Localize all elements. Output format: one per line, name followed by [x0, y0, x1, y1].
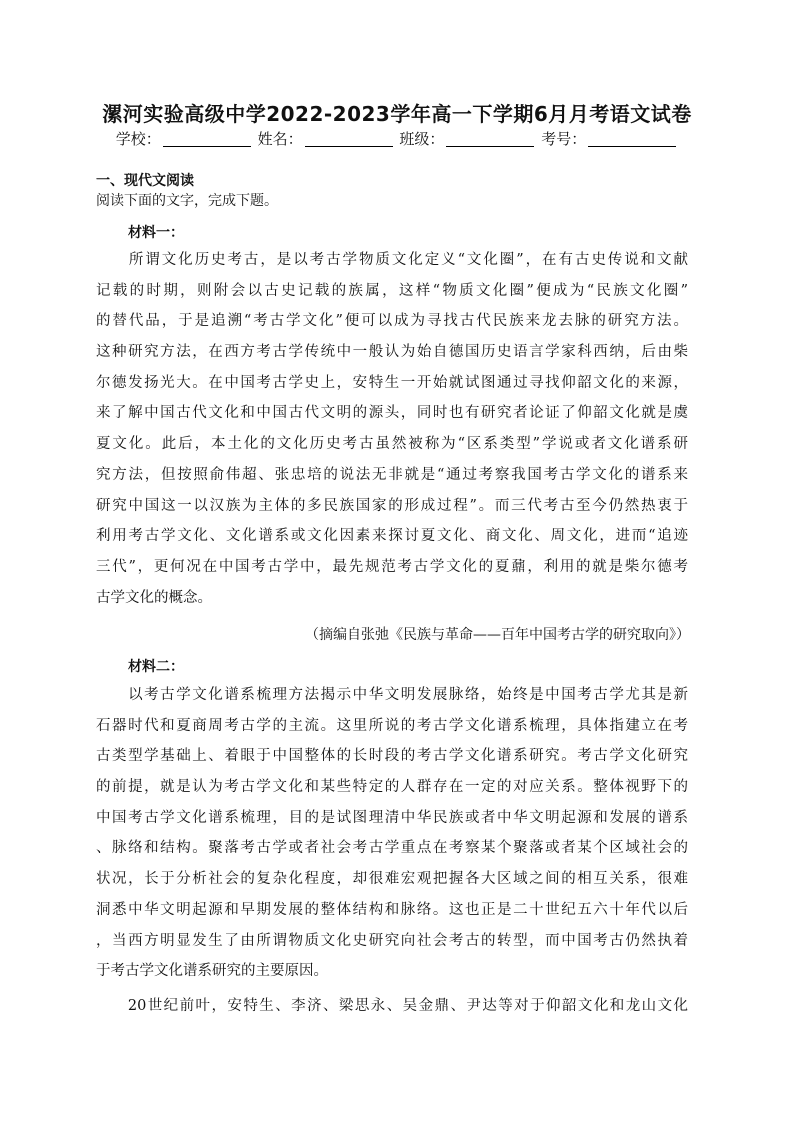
material-one-source: （摘编自张弛《民族与革命——百年中国考古学的研究取向》） [305, 627, 690, 643]
student-info-row [0, 128, 794, 149]
text-line: 洞悉中华文明起源和早期发展的整体结构和脉络。这也正是二十世纪五六十年代以后 [96, 901, 688, 918]
material-three-text [96, 991, 688, 1022]
text-line: 石器时代和夏商周考古学的主流。这里所说的考古学文化谱系梳理，具体指建立在考 [96, 717, 688, 734]
school-blank [163, 132, 251, 147]
text-line: 的替代品，于是追溯“考古学文化”便可以成为寻找古代民族来龙去脉的研究方法。 [96, 313, 688, 330]
text-line: 于考古学文化谱系研究的主要原因。 [96, 963, 328, 980]
text-line: 尔德发扬光大。在中国考古学史上，安特生一开始就试图通过寻找仰韶文化的来源， [96, 374, 688, 391]
text-line: 利用考古学文化、文化谱系或文化因素来探讨夏文化、商文化、周文化，进而“追迹 [96, 528, 688, 545]
text-line: 所谓文化历史考古，是以考古学物质文化定义“文化圈”，在有古史传说和文献 [96, 252, 688, 268]
text-line: 中国考古学文化谱系梳理，目的是试图理清中华民族或者中华文明起源和发展的谱系 [96, 809, 688, 826]
class-blank [446, 132, 534, 147]
name-label: 姓名： [257, 130, 303, 148]
text-line: 夏文化。此后，本土化的文化历史考古虽然被称为“区系类型”学说或者文化谱系研 [96, 436, 688, 453]
class-label: 班级： [399, 130, 445, 148]
text-line: 状况，长于分析社会的复杂化程度，却很难宏观把握各大区域之间的相互关系，很难 [96, 871, 688, 888]
text-line: 究方法，但按照俞伟超、张忠培的说法无非就是“通过考察我国考古学文化的谱系来 [96, 466, 688, 483]
material-two-text [96, 680, 688, 987]
text-line: 这种研究方法，在西方考古学传统中一般认为始自德国历史语言学家科西纳，后由柴 [96, 344, 688, 361]
school-label: 学校： [115, 130, 161, 148]
text-line: 来了解中国古代文化和中国古代文明的源头，同时也有研究者论证了仰韶文化就是虞 [96, 405, 688, 422]
material-one-text [96, 245, 688, 613]
material-one-label: 材料一： [128, 225, 184, 241]
text-line: 20世纪前叶，安特生、李济、梁思永、吴金鼎、尹达等对于仰韶文化和龙山文化 [96, 998, 688, 1014]
name-blank [305, 132, 393, 147]
text-line: ，当西方明显发生了由所谓物质文化史研究向社会考古的转型，而中国考古仍然执着 [96, 932, 688, 949]
exam-title: 漯河实验高级中学2022-2023学年高一下学期6月月考语文试卷 [102, 102, 692, 126]
text-line: 的前提，就是认为考古学文化和某些特定的人群存在一定的对应关系。整体视野下的 [96, 779, 688, 796]
reading-instruction: 阅读下面的文字，完成下题。 [96, 193, 278, 209]
material-two-label: 材料二： [128, 659, 184, 675]
text-line: 、脉络和结构。聚落考古学或者社会考古学重点在考察某个聚落或者某个区域社会的 [96, 840, 688, 857]
exam-number-blank [588, 132, 676, 147]
text-line: 研究中国这一以汉族为主体的多民族国家的形成过程”。而三代考古至今仍然热衷于 [96, 497, 688, 514]
exam-number-label: 考号： [541, 130, 587, 148]
text-line: 以考古学文化谱系梳理方法揭示中华文明发展脉络，始终是中国考古学尤其是新 [96, 687, 688, 703]
section-heading: 一、现代文阅读 [96, 173, 194, 189]
text-line: 记载的时期，则附会以古史记载的族属，这样“物质文化圈”便成为“民族文化圈” [96, 282, 688, 299]
text-line: 古类型学基础上、着眼于中国整体的长时段的考古学文化谱系研究。考古学文化研究 [96, 748, 688, 765]
text-line: 三代”，更何况在中国考古学中，最先规范考古学文化的夏鼐，利用的就是柴尔德考 [96, 558, 688, 575]
text-line: 古学文化的概念。 [96, 589, 212, 606]
